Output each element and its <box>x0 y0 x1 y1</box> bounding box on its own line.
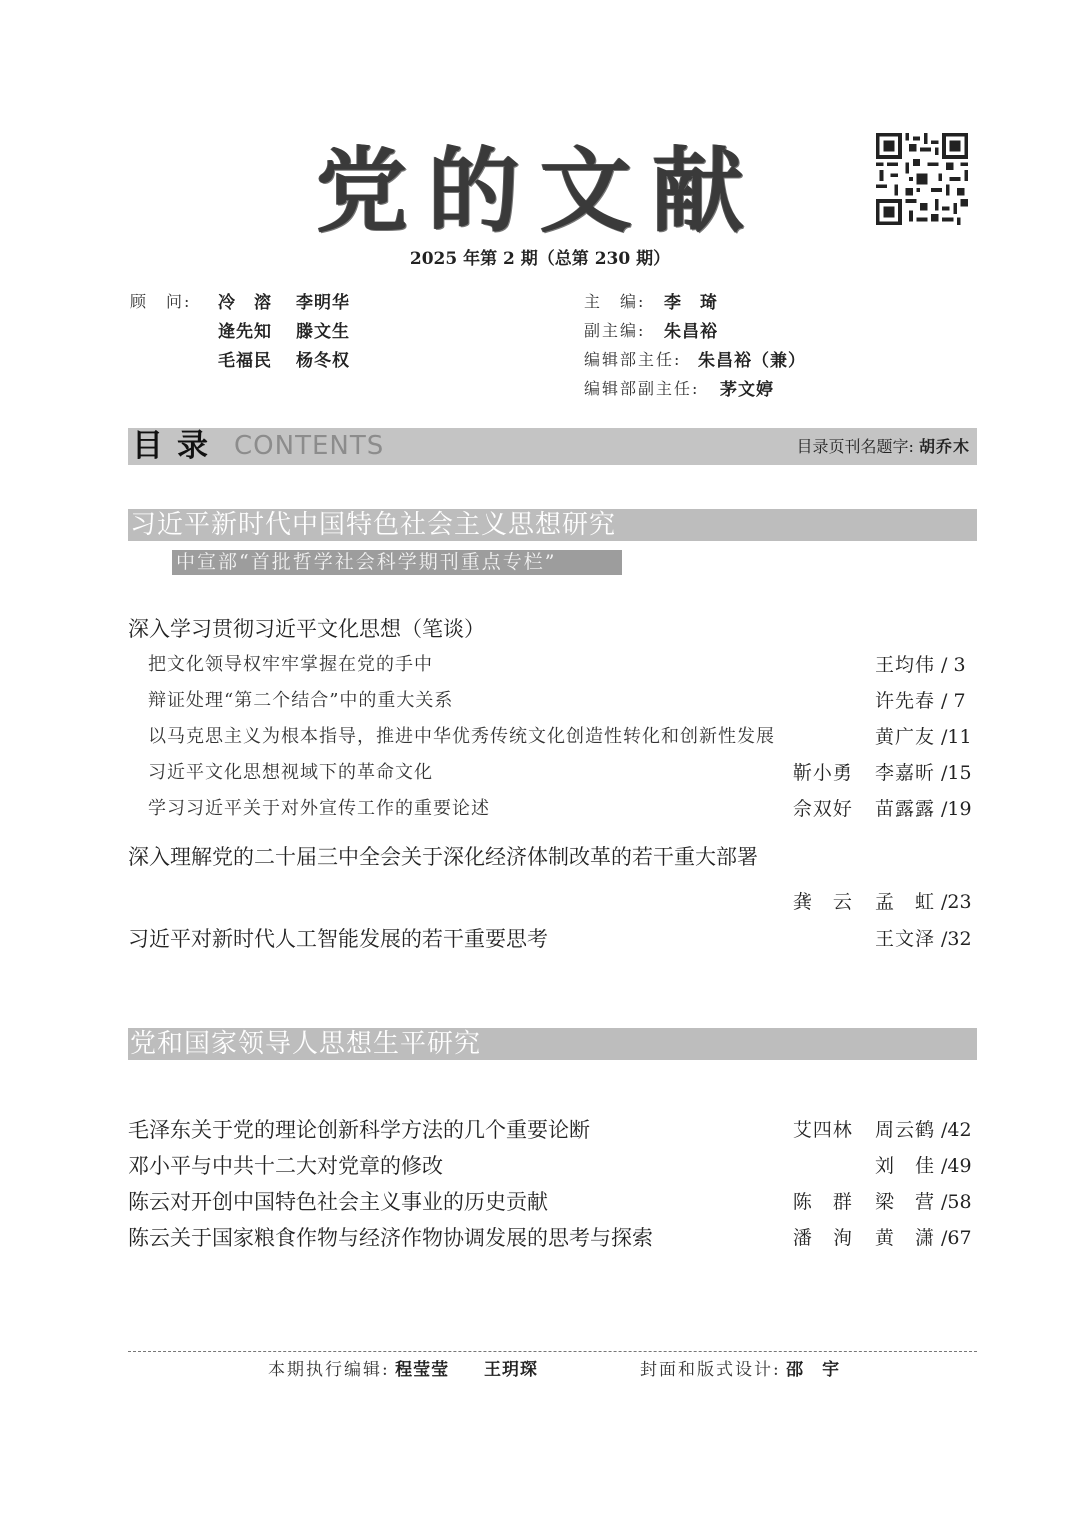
toc-entry[interactable] <box>128 1221 977 1255</box>
author: 王文泽 <box>874 928 935 950</box>
article-title: 习近平文化思想视域下的革命文化 <box>148 762 433 783</box>
credit-name: 胡乔木 <box>918 437 970 456</box>
exec-editors <box>268 1358 538 1382</box>
page-number: / 3 <box>941 654 966 676</box>
page-number: /11 <box>941 726 972 748</box>
author: 苗露露 <box>874 798 935 820</box>
article-meta <box>771 1113 977 1147</box>
adviser-name: 滕文生 <box>296 322 350 342</box>
toc-entry[interactable] <box>128 720 977 754</box>
toc-entry[interactable] <box>128 684 977 718</box>
article-title: 邓小平与中共十二大对党章的修改 <box>128 1154 443 1178</box>
editor-label: 主 编: <box>584 292 646 311</box>
article-meta <box>853 684 977 718</box>
author: 黄 潇 <box>874 1227 935 1249</box>
credit-label: 目录页刊名题字: <box>796 437 914 456</box>
article-meta <box>853 922 977 956</box>
author: 周云鹤 <box>874 1119 935 1141</box>
toc-entry[interactable] <box>128 792 977 826</box>
journal-title: 党的文献 <box>315 137 764 245</box>
designer-name: 邵 宇 <box>786 1360 841 1380</box>
advisers-label: 顾 问: <box>130 292 192 311</box>
page-number: /23 <box>941 891 972 913</box>
contents-title-en: CONTENTS <box>234 431 385 461</box>
article-meta <box>771 792 977 826</box>
author: 王均伟 <box>874 654 935 676</box>
author: 潘 洵 <box>792 1227 853 1249</box>
toc-entry[interactable] <box>128 648 977 682</box>
section-title: 党和国家领导人思想生平研究 <box>130 1029 482 1059</box>
toc-entry-authors <box>128 885 977 919</box>
author: 梁 营 <box>874 1191 935 1213</box>
dept-head-name: 朱昌裕（兼） <box>698 351 806 371</box>
designer <box>640 1358 840 1382</box>
section-title: 习近平新时代中国特色社会主义思想研究 <box>130 510 617 540</box>
footer-divider <box>128 1351 977 1352</box>
author: 艾四林 <box>792 1119 853 1141</box>
article-title: 把文化领导权牢牢掌握在党的手中 <box>148 654 433 675</box>
toc-entry[interactable] <box>128 922 977 956</box>
article-meta <box>771 885 977 919</box>
article-meta <box>853 720 977 754</box>
issue-number: 2025 年第 2 期（总第 230 期） <box>409 249 671 269</box>
toc-entry[interactable] <box>128 1185 977 1219</box>
column-subtitle: 中宣部“首批哲学社会科学期刊重点专栏” <box>176 551 557 573</box>
toc-group-heading[interactable] <box>128 612 977 646</box>
deputy-editor-name: 朱昌裕 <box>664 322 718 342</box>
page-number: /42 <box>941 1119 972 1141</box>
author: 黄广友 <box>874 726 935 748</box>
article-title: 陈云关于国家粮食作物与经济作物协调发展的思考与探索 <box>128 1226 653 1250</box>
qr-code-icon[interactable] <box>876 133 968 225</box>
page-number: /19 <box>941 798 972 820</box>
adviser-name: 毛福民 <box>218 351 272 371</box>
author: 龚 云 <box>792 891 853 913</box>
page-number: / 7 <box>941 690 966 712</box>
dept-head-label: 编辑部主任: <box>584 350 682 369</box>
article-title: 深入理解党的二十届三中全会关于深化经济体制改革的若干重大部署 <box>128 845 758 869</box>
article-meta <box>853 648 977 682</box>
article-meta <box>853 1149 977 1183</box>
author: 靳小勇 <box>792 762 853 784</box>
contents-title: 目录 <box>132 428 222 464</box>
editor-name: 李 琦 <box>664 293 718 313</box>
adviser-name: 杨冬权 <box>296 351 350 371</box>
exec-editors-label: 本期执行编辑: <box>268 1360 390 1380</box>
page-number: /67 <box>941 1227 972 1249</box>
page-number: /32 <box>941 928 972 950</box>
toc-entry[interactable] <box>128 1149 977 1183</box>
exec-editor-name: 王玥琛 <box>483 1360 538 1380</box>
deputy-editor-label: 副主编: <box>584 321 646 340</box>
author: 孟 虹 <box>874 891 935 913</box>
page-number: /15 <box>941 762 972 784</box>
dept-deputy-name: 茅文婷 <box>720 380 774 400</box>
adviser-name: 李明华 <box>296 293 350 313</box>
author: 许先春 <box>874 690 935 712</box>
author: 刘 佳 <box>874 1155 935 1177</box>
article-meta <box>771 1221 977 1255</box>
page-number: /49 <box>941 1155 972 1177</box>
toc-entry[interactable] <box>128 1113 977 1147</box>
article-title: 深入学习贯彻习近平文化思想（笔谈） <box>128 617 485 641</box>
article-meta <box>771 1185 977 1219</box>
article-title: 陈云对开创中国特色社会主义事业的历史贡献 <box>128 1190 548 1214</box>
toc-entry[interactable] <box>128 756 977 790</box>
contents-credit <box>700 428 970 465</box>
author: 李嘉昕 <box>874 762 935 784</box>
article-title: 以马克思主义为根本指导，推进中华优秀传统文化创造性转化和创新性发展 <box>148 726 775 747</box>
article-title: 习近平对新时代人工智能发展的若干重要思考 <box>128 927 548 951</box>
article-title: 学习习近平关于对外宣传工作的重要论述 <box>148 798 490 819</box>
page-number: /58 <box>941 1191 972 1213</box>
article-meta <box>771 756 977 790</box>
toc-entry[interactable] <box>128 840 977 874</box>
article-title: 毛泽东关于党的理论创新科学方法的几个重要论断 <box>128 1118 590 1142</box>
author: 佘双好 <box>792 798 853 820</box>
exec-editor-name: 程莹莹 <box>395 1360 450 1380</box>
article-title: 辩证处理“第二个结合”中的重大关系 <box>148 690 454 711</box>
author: 陈 群 <box>792 1191 853 1213</box>
adviser-name: 逄先知 <box>218 322 272 342</box>
dept-deputy-label: 编辑部副主任: <box>584 379 700 398</box>
designer-label: 封面和版式设计: <box>640 1360 781 1380</box>
adviser-name: 冷 溶 <box>218 293 272 313</box>
